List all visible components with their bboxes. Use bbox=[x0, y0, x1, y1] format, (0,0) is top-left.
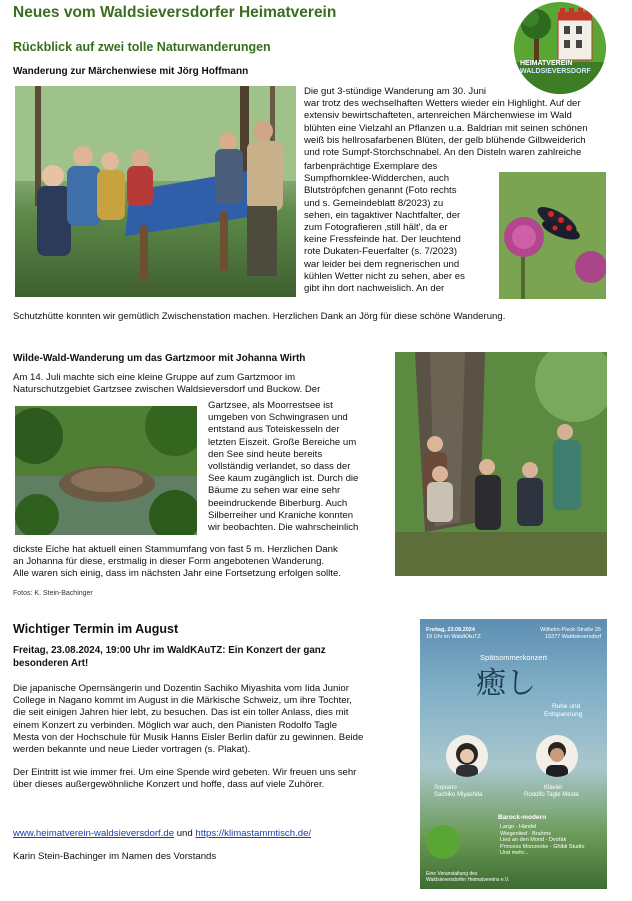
group-photo-meadow bbox=[15, 86, 296, 297]
signature: Karin Stein-Bachinger im Namen des Vorstands bbox=[13, 851, 217, 862]
poster-motto-1: Ruhe und bbox=[552, 703, 581, 710]
text-line: Alle waren sich einig, dass im nächsten Jahr eine Fortsetzung erfolgen sollte. bbox=[13, 568, 341, 580]
text-line: letzten Eiszeit. Große Bereiche um bbox=[208, 436, 357, 448]
text-line: über dieses außergewöhnliche Konzert und hoffe, dass auf viele Zuhörer. bbox=[13, 779, 325, 791]
text-line: Mesta von der Hochschule für Musik Hanns Eisler Berlin dafür zu gewinnen. Beide bbox=[13, 731, 364, 743]
text-line: den See sind heute bereits bbox=[208, 448, 323, 460]
text-line: entstand aus Toteiskesseln der bbox=[208, 424, 340, 436]
logo-text-2: WALDSIEVERSDORF bbox=[520, 68, 591, 75]
poster-footer-1: Eine Veranstaltung des bbox=[426, 871, 478, 877]
poster-address-1: Wilhelm-Pieck-Straße 25 bbox=[540, 627, 601, 633]
poster-footer-2: Waldsieversdorfer Heimatvereins e.V. bbox=[426, 877, 510, 883]
text-line: extensiv bewirtschafteten, artenreichen Märchenwiese im Wald bbox=[304, 110, 572, 122]
text-line: Naturschutzgebiet Gartzsee zwischen Waldsieversdorf und Buckow. Der bbox=[13, 384, 321, 396]
section2-text-top bbox=[13, 372, 393, 396]
section3-para1 bbox=[13, 683, 413, 756]
text-line: und rote Sumpf-Storchschnabel. An den Disteln waren zahlreiche bbox=[304, 147, 582, 159]
text-line: gibt ihn dort nachweislich. An der bbox=[304, 283, 445, 295]
program-list bbox=[500, 824, 584, 857]
poster-kanji: 癒し bbox=[476, 666, 536, 701]
event-title bbox=[13, 645, 413, 670]
program-title: Barock-modern bbox=[498, 814, 547, 821]
text-line: umgeben von Schwingrasen und bbox=[208, 412, 348, 424]
section3-para2 bbox=[13, 767, 413, 791]
singer-portrait bbox=[446, 735, 488, 777]
text-line: einem Konzert zu verbinden. Möglich war auch, den Pianisten Rodolfo Tagle bbox=[13, 719, 338, 731]
text-line: Die japanische Opernsängerin und Dozentin Sachiko Miyashita vom Iida Junior bbox=[13, 683, 349, 694]
text-line: die seit einigen Jahren hier lebt, zu besuchen. Das ist ein toller Anlass, dies mit bbox=[13, 707, 349, 719]
event-line-2: besonderen Art! bbox=[13, 657, 89, 669]
program-item: Princess Mononoke - Ghibli Studio bbox=[500, 843, 585, 850]
poster-title: Spätsommerkonzert bbox=[479, 653, 548, 662]
text-line: werden bekannte und neue Lieder vortragen (s. Plakat). bbox=[13, 744, 251, 756]
pianist-name: Rodolfo Tagle Mesta bbox=[524, 792, 579, 798]
section1-text-narrow bbox=[304, 161, 496, 295]
text-line: zum Fotografieren ‚still hält', da er bbox=[304, 222, 448, 234]
page-subtitle: Rückblick auf zwei tolle Naturwanderungen bbox=[13, 40, 271, 54]
beaver-lodge-photo bbox=[15, 406, 197, 535]
section2-heading: Wilde-Wald-Wanderung um das Gartzmoor mit Johanna Wirth bbox=[13, 353, 306, 364]
butterfly-photo bbox=[499, 172, 606, 299]
pianist-portrait bbox=[536, 735, 578, 777]
text-line: wir beobachten. Die wahrscheinlich bbox=[208, 522, 359, 534]
section1-text-right bbox=[304, 86, 624, 159]
photo-credit: Fotos: K. Stein-Bachinger bbox=[13, 590, 93, 597]
section1-heading: Wanderung zur Märchenwiese mit Jörg Hoffmann bbox=[13, 66, 249, 77]
tree-castle-icon bbox=[514, 2, 606, 94]
links-line bbox=[13, 828, 413, 840]
heimatverein-logo bbox=[514, 2, 606, 94]
poster-date: Freitag, 23.08.2024 bbox=[426, 627, 475, 633]
text-line: kühlen Wetter nicht zu sehen, aber es bbox=[304, 270, 465, 282]
text-line: sehen, ein tagaktiver Nachtfalter, der bbox=[304, 209, 461, 221]
section2-text-bottom bbox=[13, 544, 393, 581]
poster-address-2: 15377 Waldsieversdorf bbox=[544, 634, 601, 640]
event-line-1: Freitag, 23.08.2024, 19:00 Uhr im WaldKAuTZ: Ein Konzert der ganz bbox=[13, 645, 326, 656]
text-line: Silberreiher und Kraniche konnten bbox=[208, 509, 354, 521]
poster-logo bbox=[426, 825, 460, 859]
text-line: Sumpfhornklee-Widderchen, auch bbox=[304, 173, 450, 185]
logo-text-1: HEIMATVEREIN bbox=[520, 60, 573, 67]
text-line: dickste Eiche hat aktuell einen Stammumfang von fast 5 m. Herzlichen Dank bbox=[13, 544, 338, 555]
text-line: Der Eintritt ist wie immer frei. Um eine Spende wird gebeten. Wir freuen uns sehr bbox=[13, 767, 357, 778]
pianist-role: Klavier bbox=[544, 785, 563, 791]
text-line: war leider bei dem regnerischen und bbox=[304, 258, 460, 270]
text-line: Bäume zu sehen war eine sehr bbox=[208, 485, 341, 497]
heimatverein-link[interactable]: www.heimatverein-waldsieversdorf.de bbox=[13, 828, 175, 839]
section1-text-full: Schutzhütte konnten wir gemütlich Zwischenstation machen. Herzlichen Dank an Jörg für diese schöne Wanderung. bbox=[13, 311, 506, 322]
text-line: See kaum zugänglich ist. Durch die bbox=[208, 473, 359, 485]
program-item: Wiegenlied - Brahms bbox=[500, 830, 552, 837]
link-joiner: und bbox=[174, 828, 196, 839]
text-line: rote Dukaten-Feuerfalter (s. 7/2023) bbox=[304, 246, 458, 258]
text-line: blühten eine Vielzahl an Pflanzen u.a. Baldrian mit seinen schönen bbox=[304, 122, 588, 134]
singer-role: Soprano bbox=[434, 785, 457, 791]
section2-text-narrow bbox=[208, 400, 394, 534]
text-line: Gartzsee, als Moorrestsee ist bbox=[208, 400, 333, 411]
text-line: vollständig verlandet, so dass der bbox=[208, 461, 351, 473]
group-photo-oak bbox=[395, 352, 607, 576]
section3-heading: Wichtiger Termin im August bbox=[13, 622, 179, 636]
text-line: Die gut 3-stündige Wanderung am 30. Juni bbox=[304, 86, 487, 97]
text-line: an Johanna für diese, erstmalig in dieser Form angebotenen Wanderung. bbox=[13, 556, 325, 568]
text-line: war trotz des wechselhaften Wetters wieder ein Highlight. Auf der bbox=[304, 98, 581, 110]
text-line: Blutströpfchen genannt (Foto rechts bbox=[304, 185, 457, 197]
singer-name: Sachiko Miyashita bbox=[434, 792, 483, 798]
text-line: und s. Gemeindeblatt 8/2023) zu bbox=[304, 197, 444, 209]
text-line: farbenprächtige Exemplare des bbox=[304, 161, 438, 172]
poster-time-place: 19 Uhr im WaldKAuTZ bbox=[426, 634, 481, 640]
program-item: Lied an den Mond - Dvořák bbox=[500, 837, 567, 843]
page-title: Neues vom Waldsieversdorfer Heimatverein bbox=[13, 4, 337, 21]
text-line: weiß bis hellrosafarbenen Blüten, der gelb blühende Gilbweiderich bbox=[304, 134, 586, 146]
program-item: Largo - Händel bbox=[500, 824, 537, 830]
program-item: Und mehr... bbox=[500, 850, 529, 856]
text-line: College in Nagano kommt im August in die Märkische Schweiz, um ihre Tochter, bbox=[13, 695, 352, 707]
klimastammtisch-link[interactable]: https://klimastammtisch.de/ bbox=[195, 828, 312, 839]
text-line: keine Fressfeinde hat. Der leuchtend bbox=[304, 234, 461, 246]
concert-poster bbox=[420, 619, 607, 889]
text-line: Am 14. Juli machte sich eine kleine Gruppe auf zum Gartzmoor im bbox=[13, 372, 296, 383]
text-line: beeindruckende Biberburg. Auch bbox=[208, 497, 348, 509]
poster-motto-2: Entspannung bbox=[544, 711, 583, 718]
